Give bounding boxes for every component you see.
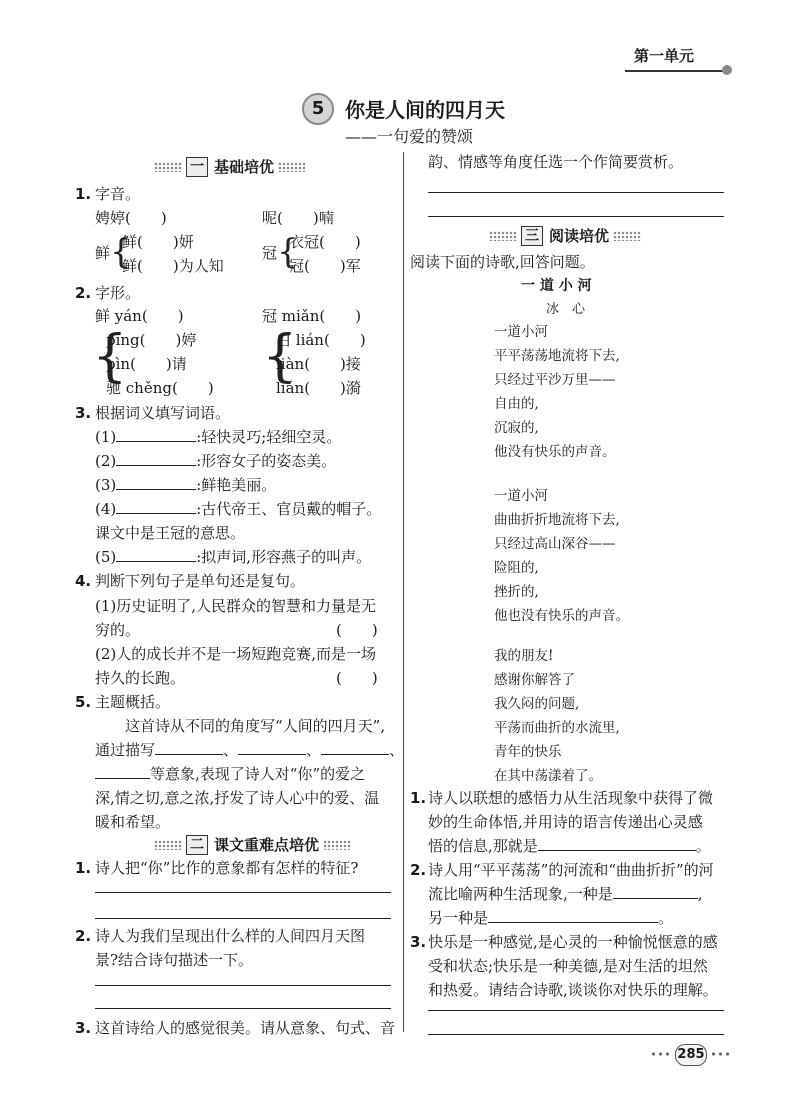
answer-item: 鲜 yán( ) xyxy=(95,307,184,325)
question-text: 诗人用“平平荡荡”的河流和“曲曲折折”的河 xyxy=(428,861,714,879)
item-definition: :轻快灵巧;轻细空灵。 xyxy=(196,428,342,446)
poem-line: 只经过高山深谷—— xyxy=(494,536,616,552)
question-text: 判断下列句子是单句还是复句。 xyxy=(95,572,306,590)
poem-line: 曲曲折折地流将下去, xyxy=(494,512,620,528)
sentence-text: (2)人的成长并不是一场短跑竞赛,而是一场 xyxy=(95,645,377,663)
fill-blank[interactable] xyxy=(116,475,196,490)
section-number: 二 xyxy=(186,835,208,855)
brace: { xyxy=(110,232,132,272)
question-number: 1. xyxy=(410,789,427,807)
sentence-text: 持久的长跑。 xyxy=(95,669,186,687)
answer-line[interactable] xyxy=(95,892,391,893)
item-definition: :古代帝王、官员戴的帽子。 xyxy=(196,500,382,518)
poem-line: 平荡而曲折的水流里, xyxy=(494,720,620,736)
unit-label: 第一单元 xyxy=(633,47,694,65)
answer-item: 呢( )喃 xyxy=(262,209,334,227)
poem-line: 自由的, xyxy=(494,396,539,412)
answer-item: 鲜( )为人知 xyxy=(122,257,224,275)
poem-line: 沉寂的, xyxy=(494,420,539,436)
question-text xyxy=(428,884,703,904)
answer-paren[interactable]: ( ) xyxy=(336,621,378,639)
column-divider xyxy=(403,152,404,1032)
item-number: (4) xyxy=(95,500,117,518)
answer-item: 鲜( )妍 xyxy=(122,233,194,251)
sentence-text: 穷的。 xyxy=(95,621,141,639)
answer-item: 白 lián( ) xyxy=(276,331,366,349)
question-text: 和热爱。请结合诗歌,谈谈你对快乐的理解。 xyxy=(428,981,718,999)
text-span: 流比喻两种生活现象,一种是 xyxy=(428,885,613,903)
question-number: 1. xyxy=(75,859,92,877)
fill-item-3 xyxy=(95,475,276,495)
decor-dots xyxy=(154,840,182,850)
answer-item: 衣冠( ) xyxy=(289,233,361,251)
question-text: 诗人以联想的感悟力从生活现象中获得了微 xyxy=(428,789,714,807)
question-text: 韵、情感等角度任选一个作简要赏析。 xyxy=(428,153,684,171)
question-number: 4. xyxy=(75,572,92,590)
poem-line: 挫折的, xyxy=(494,584,539,600)
page-number: 285 xyxy=(675,1044,707,1066)
poem-line: 一道小河 xyxy=(494,324,548,340)
decor-dots xyxy=(154,162,182,172)
question-text: 诗人把“你”比作的意象都有怎样的特征? xyxy=(95,859,359,877)
fill-item-2 xyxy=(95,451,336,471)
poem-author: 冰 心 xyxy=(546,302,586,317)
item-number: (1) xyxy=(95,428,117,446)
item-definition: :鲜艳美丽。 xyxy=(196,476,277,494)
text-span: , xyxy=(697,885,703,903)
char-root: 冠 xyxy=(262,244,278,262)
poem-line: 险阻的, xyxy=(494,560,539,576)
question-number: 2. xyxy=(75,284,92,302)
answer-line[interactable] xyxy=(95,918,391,919)
paragraph-line xyxy=(95,764,365,784)
poem-line: 青年的快乐 xyxy=(494,744,562,760)
fill-blank[interactable] xyxy=(321,740,389,755)
fill-blank[interactable] xyxy=(238,740,306,755)
paragraph-line: 深,情之切,意之浓,抒发了诗人心中的爱、温 xyxy=(95,789,380,807)
answer-item: 驰 chěng( ) xyxy=(106,379,214,397)
lesson-title: 你是人间的四月天 xyxy=(345,98,505,122)
answer-item: 冠( )军 xyxy=(289,257,361,275)
fill-blank[interactable] xyxy=(116,499,196,514)
question-text: 快乐是一种感觉,是心灵的一种愉悦惬意的感 xyxy=(428,933,718,951)
text-span: 。 xyxy=(658,909,674,927)
lesson-subtitle: ——一句爱的赞颂 xyxy=(345,127,474,146)
answer-line[interactable] xyxy=(95,1008,391,1009)
answer-item: pìn( )请 xyxy=(106,355,187,373)
answer-item: liàn( )接 xyxy=(276,355,361,373)
section-title: 课文重难点培优 xyxy=(214,836,320,854)
poem-line: 我的朋友! xyxy=(494,648,554,664)
fill-blank[interactable] xyxy=(538,836,696,851)
decor-dots xyxy=(710,1051,732,1057)
poem-line: 他也没有快乐的声音。 xyxy=(494,608,629,624)
question-text: 字形。 xyxy=(95,284,141,302)
paragraph-line: 这首诗从不同的角度写“人间的四月天”, xyxy=(125,717,386,735)
question-number: 3. xyxy=(75,1019,92,1037)
brace: { xyxy=(277,232,299,272)
question-number: 1. xyxy=(75,185,92,203)
decor-dots xyxy=(489,231,517,241)
answer-item: pīng( )婷 xyxy=(106,331,197,349)
question-text: 这首诗给人的感觉很美。请从意象、句式、音 xyxy=(95,1019,396,1037)
brace: { xyxy=(92,324,128,389)
question-text: 根据词义填写词语。 xyxy=(95,404,231,422)
question-text: 景?结合诗句描述一下。 xyxy=(95,951,254,969)
poem-title: 一 道 小 河 xyxy=(521,278,592,294)
item-note: 课文中是王冠的意思。 xyxy=(95,524,246,542)
fill-blank[interactable] xyxy=(488,908,658,923)
poem-stanza-2 xyxy=(494,484,629,628)
item-definition: :形容女子的姿态美。 xyxy=(196,452,337,470)
question-text xyxy=(428,908,673,928)
fill-item-4 xyxy=(95,499,381,519)
header-dot xyxy=(722,65,732,75)
fill-blank[interactable] xyxy=(155,740,223,755)
answer-item: 冠 miǎn( ) xyxy=(262,307,362,325)
fill-item-5 xyxy=(95,547,371,567)
sentence-text: (1)历史证明了,人民群众的智慧和力量是无 xyxy=(95,597,377,615)
question-number: 2. xyxy=(410,861,427,879)
lesson-number: 5 xyxy=(302,93,334,125)
item-number: (3) xyxy=(95,476,117,494)
poem-stanza-3 xyxy=(494,644,620,788)
poem-line: 平平荡荡地流将下去, xyxy=(494,348,620,364)
text-span: 、 xyxy=(223,741,239,759)
text-span: 、 xyxy=(389,741,405,759)
question-number: 5. xyxy=(75,693,92,711)
decor-dots xyxy=(650,1051,672,1057)
answer-item: lián( )漪 xyxy=(276,379,361,397)
answer-paren[interactable]: ( ) xyxy=(336,669,378,687)
poem-line: 感谢你解答了 xyxy=(494,672,575,688)
brace: { xyxy=(262,324,298,389)
fill-item-1 xyxy=(95,427,341,447)
fill-blank[interactable] xyxy=(613,884,698,899)
poem-line: 只经过平沙万里—— xyxy=(494,372,616,388)
section-title: 阅读培优 xyxy=(549,227,610,245)
answer-item: 娉婷( ) xyxy=(95,209,167,227)
decor-dots xyxy=(323,840,351,850)
question-text xyxy=(428,836,711,856)
poem-line: 我久闷的问题, xyxy=(494,696,580,712)
fill-blank[interactable] xyxy=(116,547,196,562)
fill-blank[interactable] xyxy=(116,451,196,466)
section-number: 一 xyxy=(186,157,208,177)
item-number: (5) xyxy=(95,548,117,566)
section-header-key-points xyxy=(150,834,355,855)
decor-dots xyxy=(278,162,306,172)
text-span: 悟的信息,那就是 xyxy=(428,837,538,855)
question-text: 主题概括。 xyxy=(95,693,171,711)
question-number: 3. xyxy=(410,933,427,951)
section-number: 三 xyxy=(521,226,543,246)
poem-line: 在其中荡漾着了。 xyxy=(494,768,602,784)
paragraph-line: 暖和希望。 xyxy=(95,813,171,831)
question-number: 2. xyxy=(75,927,92,945)
question-text: 字音。 xyxy=(95,185,141,203)
fill-blank[interactable] xyxy=(116,427,196,442)
answer-line[interactable] xyxy=(95,985,391,986)
question-text: 受和状态;快乐是一种美德,是对生活的坦然 xyxy=(428,957,708,975)
fill-blank[interactable] xyxy=(95,764,150,779)
text-span: 、 xyxy=(306,741,322,759)
answer-line[interactable] xyxy=(428,216,724,217)
reading-intro: 阅读下面的诗歌,回答问题。 xyxy=(410,253,595,271)
decor-dots xyxy=(613,231,641,241)
question-text: 妙的生命体悟,并用诗的语言传递出心灵感 xyxy=(428,813,703,831)
section-header-reading xyxy=(485,225,645,246)
answer-line[interactable] xyxy=(428,1010,724,1011)
question-number: 3. xyxy=(75,404,92,422)
section-header-basic xyxy=(150,156,310,177)
section-title: 基础培优 xyxy=(214,158,275,176)
poem-stanza-1 xyxy=(494,320,620,464)
poem-line: 他没有快乐的声音。 xyxy=(494,444,616,460)
text-span: 通过描写 xyxy=(95,741,156,759)
text-span: 等意象,表现了诗人对“你”的爱之 xyxy=(150,765,366,783)
paragraph-line xyxy=(95,740,404,760)
poem-line: 一道小河 xyxy=(494,488,548,504)
item-number: (2) xyxy=(95,452,117,470)
header-rule xyxy=(625,70,727,72)
text-span: 另一种是 xyxy=(428,909,489,927)
answer-line[interactable] xyxy=(428,1034,724,1035)
char-root: 鲜 xyxy=(95,244,111,262)
question-text: 诗人为我们呈现出什么样的人间四月天图 xyxy=(95,927,366,945)
text-span: 。 xyxy=(695,837,711,855)
answer-line[interactable] xyxy=(428,192,724,193)
item-definition: :拟声词,形容燕子的叫声。 xyxy=(196,548,372,566)
